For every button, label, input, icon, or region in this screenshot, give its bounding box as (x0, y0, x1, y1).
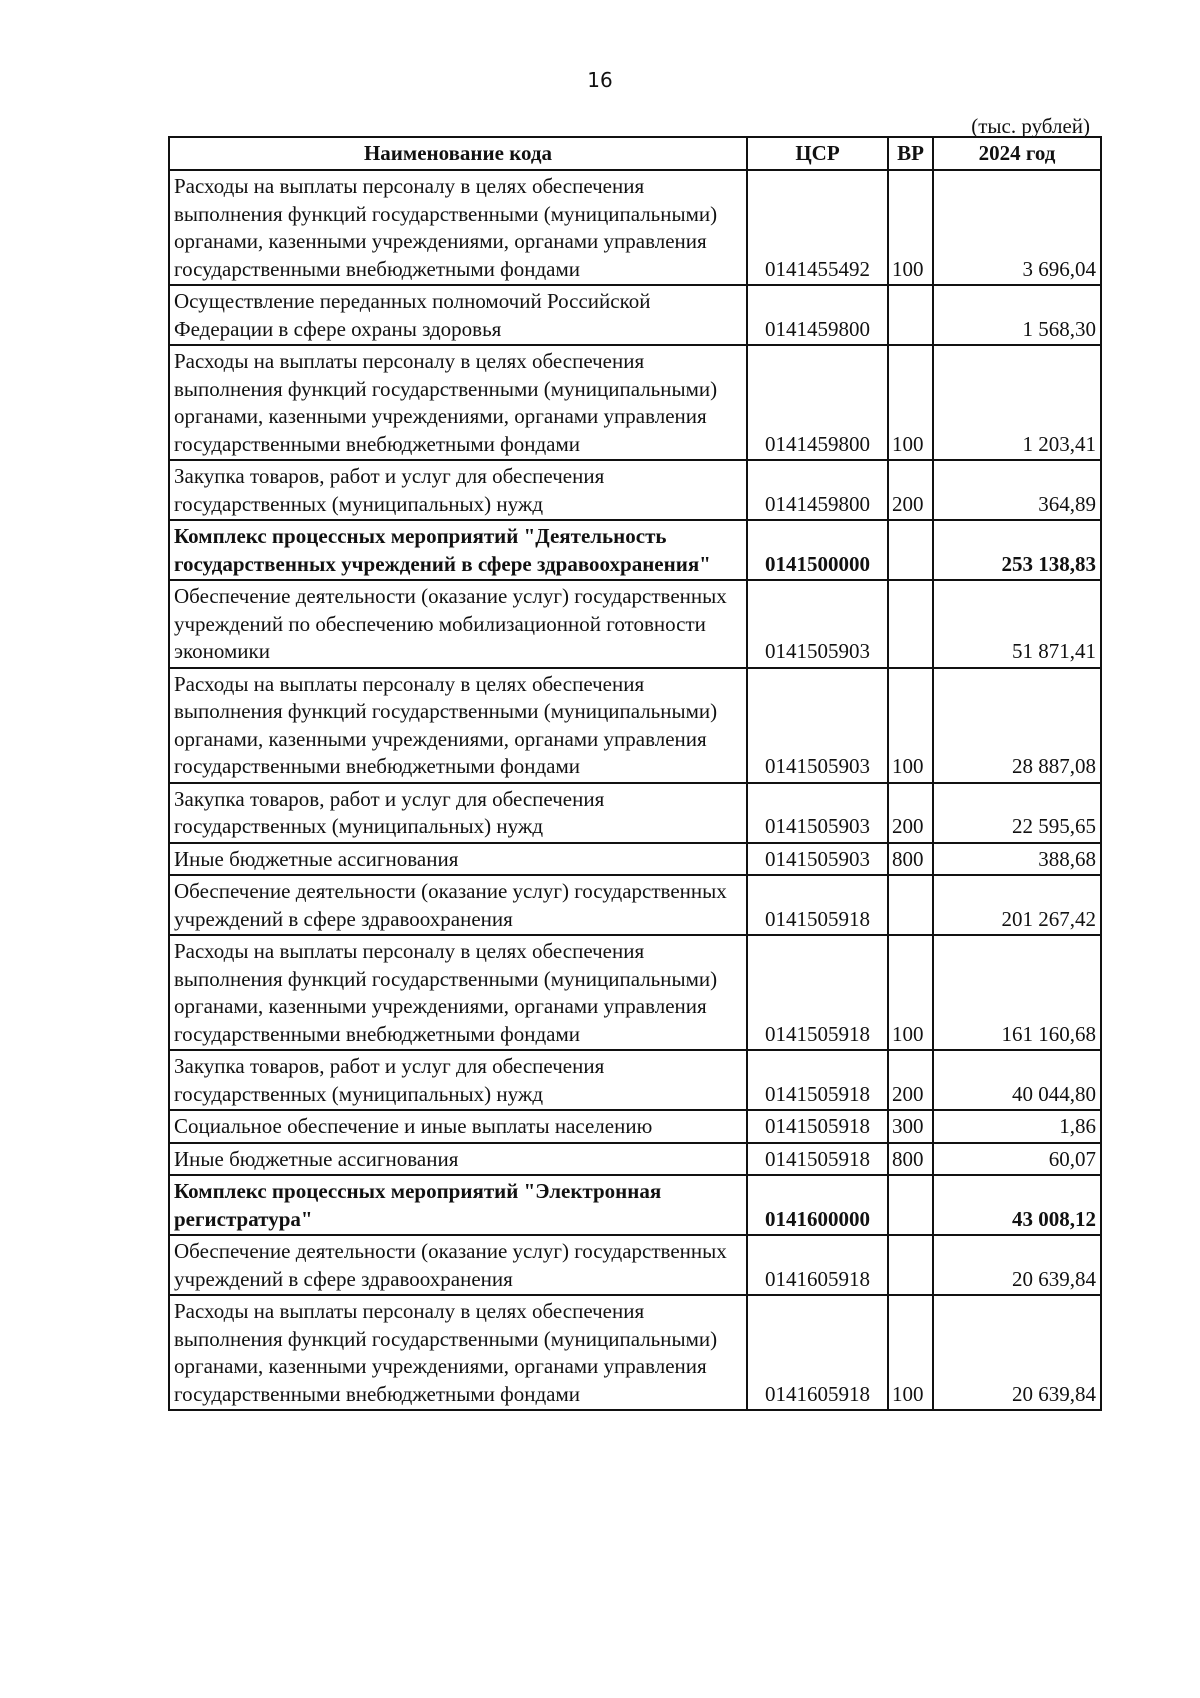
row-name-cell: Комплекс процессных мероприятий "Электронная регистратура" (169, 1175, 747, 1235)
row-amount-cell: 1 568,30 (933, 285, 1101, 345)
row-csr-cell: 0141605918 (747, 1295, 888, 1410)
row-name-cell: Социальное обеспечение и иные выплаты населению (169, 1110, 747, 1143)
row-name-cell: Закупка товаров, работ и услуг для обеспечения государственных (муниципальных) нужд (169, 1050, 747, 1110)
row-csr-cell: 0141605918 (747, 1235, 888, 1295)
row-name-cell: Осуществление переданных полномочий Российской Федерации в сфере охраны здоровья (169, 285, 747, 345)
row-name-cell: Закупка товаров, работ и услуг для обеспечения государственных (муниципальных) нужд (169, 783, 747, 843)
row-amount-cell: 20 639,84 (933, 1295, 1101, 1410)
table-row-section (169, 520, 1101, 580)
row-csr-cell: 0141459800 (747, 285, 888, 345)
row-name-cell: Обеспечение деятельности (оказание услуг) государственных учреждений в сфере здравоохранения (169, 1235, 747, 1295)
row-csr-cell: 0141455492 (747, 170, 888, 285)
row-amount-cell: 43 008,12 (933, 1175, 1101, 1235)
row-vr-cell (888, 875, 933, 935)
row-vr-cell (888, 285, 933, 345)
table-row (169, 170, 1101, 285)
table-body (169, 170, 1101, 1410)
row-vr-cell (888, 520, 933, 580)
row-amount-cell: 60,07 (933, 1143, 1101, 1176)
table-row (169, 783, 1101, 843)
row-name-cell: Обеспечение деятельности (оказание услуг) государственных учреждений в сфере здравоохранения (169, 875, 747, 935)
row-vr-cell: 200 (888, 1050, 933, 1110)
row-csr-cell: 0141505903 (747, 783, 888, 843)
row-csr-cell: 0141505918 (747, 1143, 888, 1176)
row-amount-cell: 20 639,84 (933, 1235, 1101, 1295)
table-row (169, 460, 1101, 520)
row-vr-cell: 200 (888, 460, 933, 520)
table-row (169, 580, 1101, 668)
row-name-cell: Иные бюджетные ассигнования (169, 1143, 747, 1176)
row-amount-cell: 22 595,65 (933, 783, 1101, 843)
header-row (169, 137, 1101, 170)
row-name-cell: Расходы на выплаты персоналу в целях обеспечения выполнения функций государственными (муниципальными) органами, казенными учреждениями, органами управления государственными внебюджетными фондами (169, 1295, 747, 1410)
row-vr-cell (888, 1175, 933, 1235)
row-name-cell: Комплекс процессных мероприятий "Деятельность государственных учреждений в сфере здравоохранения" (169, 520, 747, 580)
row-vr-cell: 300 (888, 1110, 933, 1143)
row-amount-cell: 1,86 (933, 1110, 1101, 1143)
row-csr-cell: 0141505918 (747, 1110, 888, 1143)
table-row (169, 1110, 1101, 1143)
table-row (169, 345, 1101, 460)
row-vr-cell: 100 (888, 668, 933, 783)
row-csr-cell: 0141505903 (747, 668, 888, 783)
row-vr-cell: 100 (888, 345, 933, 460)
row-amount-cell: 40 044,80 (933, 1050, 1101, 1110)
unit-label: (тыс. рублей) (971, 114, 1090, 138)
row-name-cell: Расходы на выплаты персоналу в целях обеспечения выполнения функций государственными (муниципальными) органами, казенными учреждениями, органами управления государственными внебюджетными фондами (169, 345, 747, 460)
table-row-section (169, 1175, 1101, 1235)
table-row (169, 1295, 1101, 1410)
header-vr: ВР (888, 137, 933, 170)
row-name-cell: Иные бюджетные ассигнования (169, 843, 747, 876)
row-vr-cell: 100 (888, 170, 933, 285)
row-vr-cell: 800 (888, 1143, 933, 1176)
row-csr-cell: 0141459800 (747, 460, 888, 520)
table-row (169, 668, 1101, 783)
header-amount: 2024 год (933, 137, 1101, 170)
row-amount-cell: 28 887,08 (933, 668, 1101, 783)
table-row (169, 935, 1101, 1050)
row-amount-cell: 253 138,83 (933, 520, 1101, 580)
budget-table (168, 136, 1102, 1411)
row-amount-cell: 364,89 (933, 460, 1101, 520)
row-csr-cell: 0141505903 (747, 580, 888, 668)
table-row (169, 285, 1101, 345)
row-csr-cell: 0141505918 (747, 1050, 888, 1110)
row-amount-cell: 51 871,41 (933, 580, 1101, 668)
table-row (169, 1143, 1101, 1176)
row-amount-cell: 3 696,04 (933, 170, 1101, 285)
page-number: 16 (587, 68, 613, 92)
table-row (169, 875, 1101, 935)
row-name-cell: Закупка товаров, работ и услуг для обеспечения государственных (муниципальных) нужд (169, 460, 747, 520)
table-header (169, 137, 1101, 170)
table-row (169, 1235, 1101, 1295)
table-row (169, 843, 1101, 876)
row-vr-cell: 100 (888, 935, 933, 1050)
row-vr-cell (888, 1235, 933, 1295)
row-csr-cell: 0141500000 (747, 520, 888, 580)
row-csr-cell: 0141505918 (747, 875, 888, 935)
header-csr: ЦСР (747, 137, 888, 170)
row-name-cell: Расходы на выплаты персоналу в целях обеспечения выполнения функций государственными (муниципальными) органами, казенными учреждениями, органами управления государственными внебюджетными фондами (169, 668, 747, 783)
row-amount-cell: 1 203,41 (933, 345, 1101, 460)
row-vr-cell: 800 (888, 843, 933, 876)
row-amount-cell: 388,68 (933, 843, 1101, 876)
row-name-cell: Расходы на выплаты персоналу в целях обеспечения выполнения функций государственными (муниципальными) органами, казенными учреждениями, органами управления государственными внебюджетными фондами (169, 170, 747, 285)
row-vr-cell: 200 (888, 783, 933, 843)
row-amount-cell: 161 160,68 (933, 935, 1101, 1050)
header-name: Наименование кода (169, 137, 747, 170)
row-csr-cell: 0141600000 (747, 1175, 888, 1235)
table-row (169, 1050, 1101, 1110)
row-vr-cell: 100 (888, 1295, 933, 1410)
row-amount-cell: 201 267,42 (933, 875, 1101, 935)
row-csr-cell: 0141505918 (747, 935, 888, 1050)
row-csr-cell: 0141459800 (747, 345, 888, 460)
row-csr-cell: 0141505903 (747, 843, 888, 876)
row-name-cell: Обеспечение деятельности (оказание услуг) государственных учреждений по обеспечению мобилизационной готовности экономики (169, 580, 747, 668)
row-vr-cell (888, 580, 933, 668)
row-name-cell: Расходы на выплаты персоналу в целях обеспечения выполнения функций государственными (муниципальными) органами, казенными учреждениями, органами управления государственными внебюджетными фондами (169, 935, 747, 1050)
